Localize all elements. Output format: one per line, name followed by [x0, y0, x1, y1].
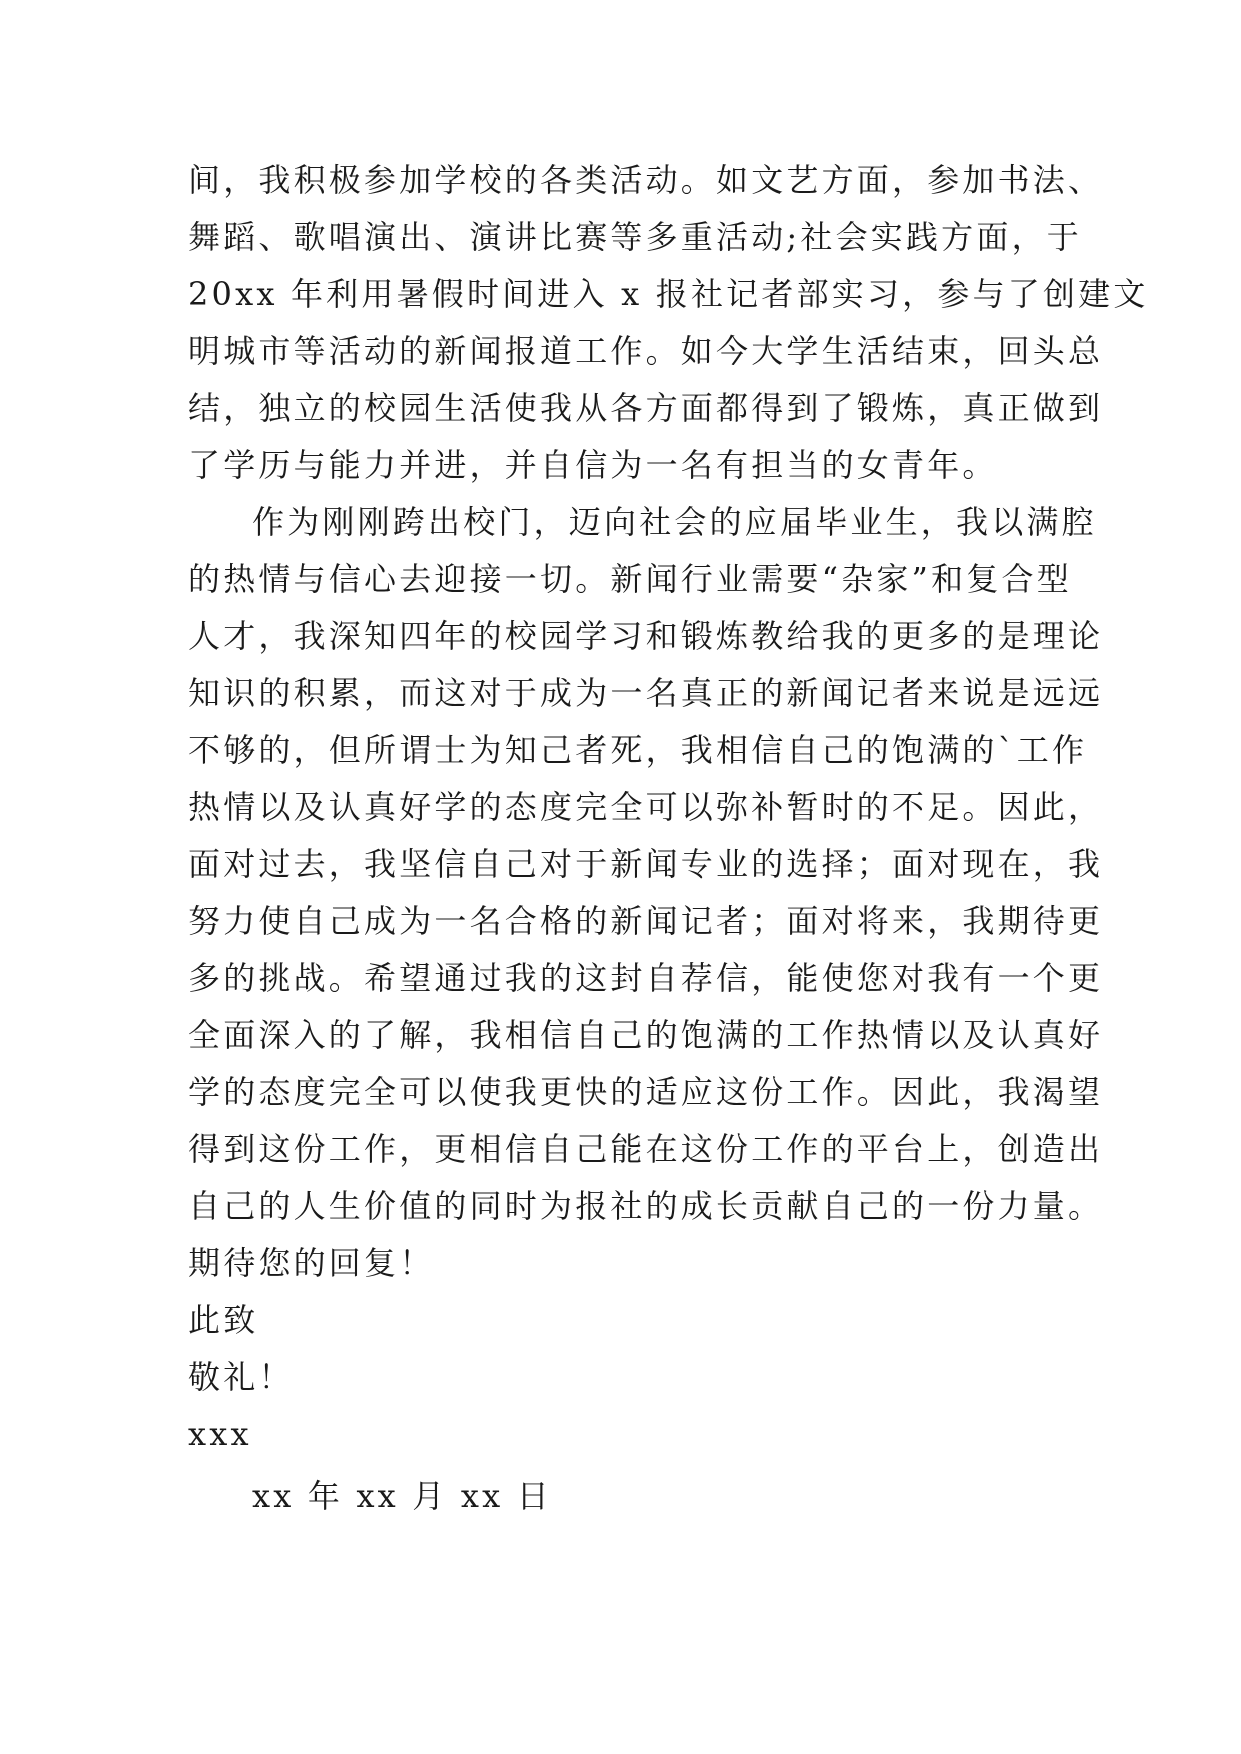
body-line: 结，独立的校园生活使我从各方面都得到了锻炼，真正做到: [188, 389, 1104, 427]
body-line: 全面深入的了解，我相信自己的饱满的工作热情以及认真好: [188, 1016, 1104, 1054]
body-line: 的热情与信心去迎接一切。新闻行业需要“杂家”和复合型: [188, 560, 1072, 598]
body-line: 热情以及认真好学的态度完全可以弥补暂时的不足。因此，: [188, 788, 1104, 826]
closing-text: 此致: [188, 1301, 259, 1339]
body-line: 了学历与能力并进，并自信为一名有担当的女青年。: [188, 446, 998, 484]
body-line: 人才，我深知四年的校园学习和锻炼教给我的更多的是理论: [188, 617, 1104, 655]
body-line: 面对过去，我坚信自己对于新闻专业的选择；面对现在，我: [188, 845, 1104, 883]
body-line: 舞蹈、歌唱演出、演讲比赛等多重活动;社会实践方面，于: [188, 218, 1082, 256]
salutation-text: 敬礼！: [188, 1358, 294, 1396]
body-line: 间，我积极参加学校的各类活动。如文艺方面，参加书法、: [188, 161, 1104, 199]
body-line: 知识的积累，而这对于成为一名真正的新闻记者来说是远远: [188, 674, 1104, 712]
date-text: xx 年 xx 月 xx 日: [252, 1477, 552, 1515]
body-line: 期待您的回复！: [188, 1244, 435, 1282]
signature-text: xxx: [188, 1415, 252, 1453]
body-line: 20xx 年利用暑假时间进入 x 报社记者部实习，参与了创建文: [188, 275, 1149, 313]
body-line: 努力使自己成为一名合格的新闻记者；面对将来，我期待更: [188, 902, 1104, 940]
body-line: 明城市等活动的新闻报道工作。如今大学生活结束，回头总: [188, 332, 1104, 370]
body-line: 多的挑战。希望通过我的这封自荐信，能使您对我有一个更: [188, 959, 1104, 997]
body-line: 自己的人生价值的同时为报社的成长贡献自己的一份力量。: [188, 1187, 1104, 1225]
body-line: 不够的，但所谓士为知己者死，我相信自己的饱满的`工作: [188, 731, 1088, 769]
paragraph-start-line: 作为刚刚跨出校门，迈向社会的应届毕业生，我以满腔: [252, 503, 1097, 541]
body-line: 得到这份工作，更相信自己能在这份工作的平台上，创造出: [188, 1130, 1104, 1168]
body-line: 学的态度完全可以使我更快的适应这份工作。因此，我渴望: [188, 1073, 1104, 1111]
